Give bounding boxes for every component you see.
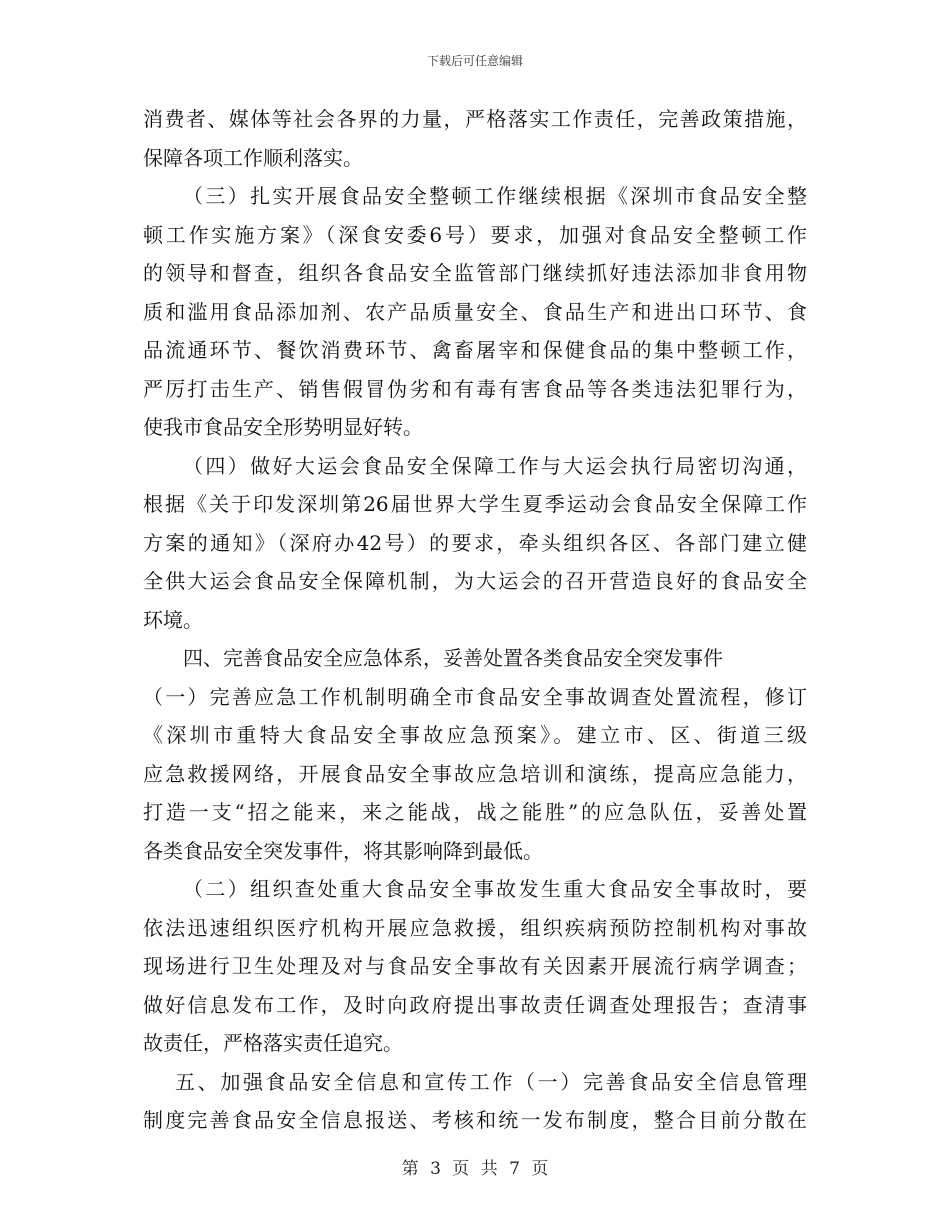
page-header: 下载后可任意编辑 — [426, 54, 523, 68]
text-line: 四、完善食品安全应急体系，妥善处置各类食品安全突发事件 — [183, 646, 723, 670]
text-line: （四）做好大运会食品安全保障工作与大运会执行局密切沟通， — [183, 453, 807, 478]
text-line: 顿工作实施方案》（深食安委6号）要求，加强对食品安全整顿工作 — [143, 222, 807, 247]
page-number-footer: 第 3 页 共 7 页 — [401, 1159, 549, 1179]
text-line: 严厉打击生产、销售假冒伪劣和有毒有害食品等各类违法犯罪行为， — [143, 376, 807, 401]
text-line: 方案的通知》（深府办42号）的要求，牵头组织各区、各部门建立健 — [143, 530, 807, 555]
text-line: 的领导和督查，组织各食品安全监管部门继续抓好违法添加非食用物 — [143, 261, 807, 285]
text-line: 根据《关于印发深圳第26届世界大学生夏季运动会食品安全保障工作 — [143, 492, 807, 516]
text-line: 应急救援网络，开展食品安全事故应急培训和演练，提高应急能力， — [143, 761, 807, 786]
text-line: 各类食品安全突发事件，将其影响降到最低。 — [143, 838, 543, 863]
document-body — [143, 100, 807, 1140]
text-line: （二）组织查处重大食品安全事故发生重大食品安全事故时，要 — [183, 877, 807, 901]
text-line: 故责任，严格落实责任追究。 — [143, 1031, 403, 1055]
text-line: 制度完善食品安全信息报送、考核和统一发布制度，整合目前分散在 — [143, 1108, 807, 1132]
text-line: 保障各项工作顺利落实。 — [143, 145, 363, 170]
text-line: 消费者、媒体等社会各界的力量，严格落实工作责任，完善政策措施， — [143, 107, 807, 131]
text-line: 现场进行卫生处理及对与食品安全事故有关因素开展流行病学调查； — [143, 954, 807, 978]
text-line: 全供大运会食品安全保障机制，为大运会的召开营造良好的食品安全 — [143, 569, 807, 593]
text-line: 品流通环节、餐饮消费环节、禽畜屠宰和保健食品的集中整顿工作， — [143, 338, 807, 362]
text-line: 五、加强食品安全信息和宣传工作（一）完善食品安全信息管理 — [175, 1069, 807, 1094]
text-line: 依法迅速组织医疗机构开展应急救援，组织疾病预防控制机构对事故 — [143, 915, 807, 940]
text-line: 做好信息发布工作，及时向政府提出事故责任调查处理报告；查清事 — [143, 992, 807, 1017]
text-line: （三）扎实开展食品安全整顿工作继续根据《深圳市食品安全整 — [183, 184, 807, 208]
text-line: 质和滥用食品添加剂、农产品质量安全、食品生产和进出口环节、食 — [143, 299, 807, 324]
text-line: 环境。 — [143, 607, 203, 632]
text-line: 使我市食品安全形势明显好转。 — [143, 415, 423, 439]
text-line: （一）完善应急工作机制明确全市食品安全事故调查处置流程，修订 — [143, 684, 807, 709]
text-line: 《深圳市重特大食品安全事故应急预案》。建立市、区、街道三级 — [143, 723, 807, 747]
text-line: 打造一支“招之能来，来之能战，战之能胜”的应急队伍，妥善处置 — [143, 800, 807, 824]
